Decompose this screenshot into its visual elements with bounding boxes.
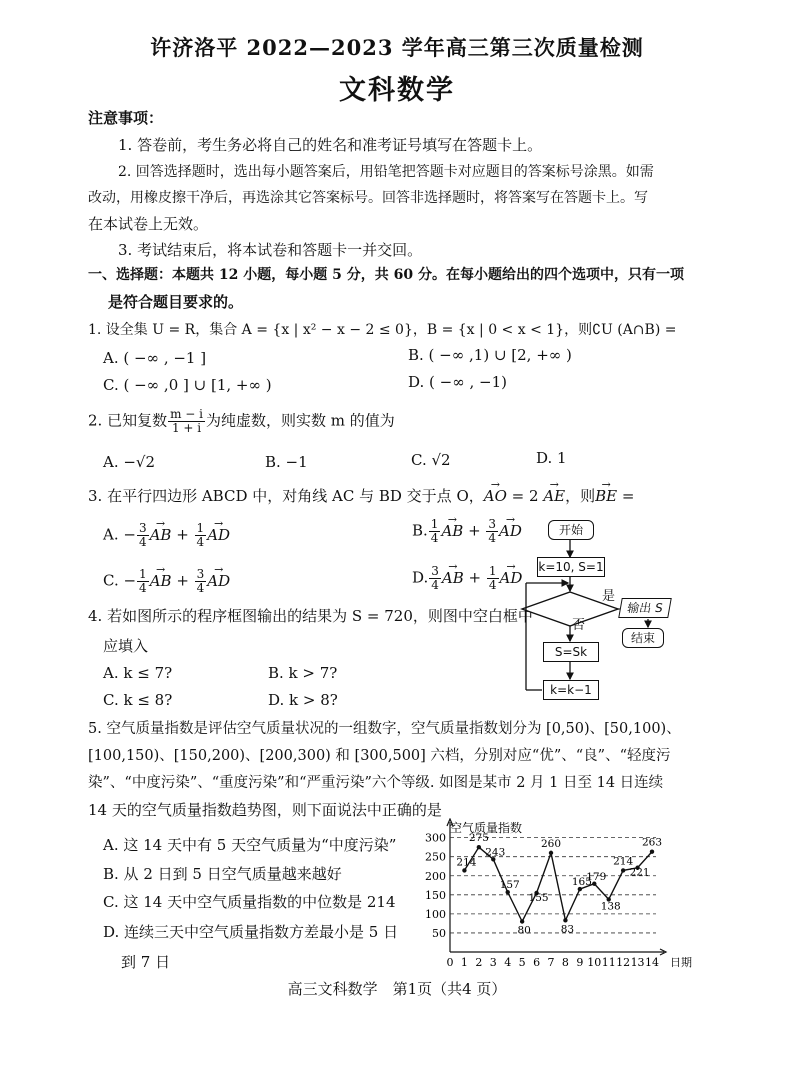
q3-d-label: D. — [412, 568, 429, 587]
q5-option-a: A. 这 14 天中有 5 天空气质量为“中度污染” — [103, 836, 397, 854]
frac-num: 1 — [139, 567, 147, 581]
data-label: 243 — [485, 846, 506, 859]
q2-option-b: B. −1 — [265, 453, 308, 471]
data-point — [549, 851, 553, 855]
x-tick-label: 1 — [460, 956, 468, 969]
x-tick-label: 11 — [601, 956, 616, 969]
q4-stem-line2: 应填入 — [103, 637, 149, 655]
data-label: 263 — [641, 836, 663, 849]
data-point — [650, 850, 654, 854]
frac-num: 1 — [196, 521, 205, 535]
vec-ab: → AB — [150, 525, 172, 545]
frac-num: 1 — [488, 564, 497, 578]
section1-heading: 一、选择题：本题共 12 小题，每小题 5 分，共 60 分。在每小题给出的四个选项中，只有一项 — [88, 267, 684, 283]
x-tick-label: 13 — [630, 956, 645, 969]
q2-stem-suffix: 为纯虚数，则实数 m 的值为 — [206, 411, 395, 430]
q5-option-d-line2: 到 7 日 — [121, 953, 171, 971]
q2-option-c: C. √2 — [411, 451, 451, 469]
frac-den: 4 — [430, 531, 439, 545]
frac-num: 1 — [430, 517, 439, 531]
aqi-line-chart — [412, 818, 692, 976]
q2-fraction — [168, 408, 205, 435]
q1-stem: 1. 设全集 U = R，集合 A = {x | x² − x − 2 ≤ 0}，B = {x | 0 < x < 1}，则∁U (A∩B) = — [88, 322, 677, 338]
frac-den: 4 — [431, 578, 439, 592]
data-point — [477, 845, 481, 849]
frac-den: 4 — [196, 581, 205, 595]
q3-stem — [88, 486, 634, 506]
x-axis-label: 日期 — [670, 956, 692, 969]
data-label: 155 — [528, 891, 549, 904]
vec-ab: → AB — [442, 568, 464, 588]
q3-a-frac1 — [137, 522, 149, 549]
q3-b-frac1 — [429, 518, 441, 545]
data-point — [621, 868, 625, 872]
vec-ad: → AD — [207, 525, 230, 545]
q3-option-b — [412, 518, 522, 545]
frac-num: 3 — [488, 517, 497, 531]
q5-option-b: B. 从 2 日到 5 日空气质量越来越好 — [103, 865, 342, 883]
q3-a-frac2 — [195, 522, 207, 549]
q5-stem-line2: [100,150)、[150,200)、[200,300) 和 [300,500] 六档，分别对应“优”、“良”、“轻度污 — [88, 748, 671, 764]
data-label: 83 — [560, 923, 575, 936]
frac-num: 3 — [138, 521, 147, 535]
q4-option-d: D. k > 8? — [268, 691, 338, 709]
data-label: 221 — [629, 866, 650, 879]
q5-stem-line1: 5. 空气质量指数是评估空气质量状况的一组数字，空气质量指数划分为 [0,50)、[50,100)、 — [88, 721, 681, 737]
q3-option-c — [103, 568, 230, 595]
data-label: 260 — [540, 837, 562, 850]
x-tick-label: 7 — [547, 956, 555, 969]
flow-yes-label: 是 — [602, 589, 616, 604]
q3-mid: ，则 — [565, 487, 596, 505]
q3-option-d — [412, 565, 522, 592]
q2-stem-prefix: 2. 已知复数 — [88, 411, 168, 430]
data-label: 157 — [499, 879, 520, 892]
data-label: 138 — [600, 900, 621, 913]
notice-heading: 注意事项： — [88, 109, 164, 127]
q2-option-d: D. 1 — [536, 449, 567, 467]
frac-den: 4 — [138, 535, 147, 549]
y-tick-label: 300 — [425, 831, 446, 845]
q4-option-a: A. k ≤ 7? — [103, 664, 173, 682]
q3-b-label: B. — [412, 521, 428, 540]
vec-ab: → AB — [441, 521, 463, 541]
x-tick-label: 8 — [561, 956, 569, 969]
q3-vec-be: → BE — [595, 486, 617, 506]
data-point — [462, 868, 466, 872]
x-tick-label: 4 — [504, 956, 512, 969]
notice-item-2-line3: 在本试卷上无效。 — [88, 215, 209, 233]
vec-ad: → AD — [500, 568, 523, 588]
q3-end: = — [617, 487, 635, 505]
y-axis-label: 空气质量指数 — [450, 821, 523, 835]
q5-option-d: D. 连续三天中空气质量指数方差最小是 5 日 — [103, 923, 399, 941]
plus: + — [463, 521, 486, 540]
q3-eq: = 2 — [506, 487, 544, 505]
y-tick-label: 150 — [425, 888, 446, 902]
q5-stem-line3: 染”、“中度污染”、“重度污染”和“严重污染”六个等级. 如图是某市 2 月 1 日至 14 日连续 — [88, 775, 664, 791]
q3-a-label: A. − — [103, 525, 136, 544]
frac-den: 4 — [196, 535, 205, 549]
data-label: 80 — [517, 924, 531, 937]
x-tick-label: 0 — [446, 956, 454, 969]
q4-stem: 4. 若如图所示的程序框图输出的结果为 S = 720，则图中空白框中 — [88, 607, 533, 625]
data-label: 214 — [613, 855, 634, 868]
y-tick-label: 100 — [425, 907, 446, 921]
q3-d-frac2 — [487, 565, 499, 592]
q1-option-a: A. ( −∞ , −1 ] — [103, 349, 207, 367]
x-tick-label: 14 — [645, 956, 659, 969]
flow-output: 输出 S — [618, 598, 672, 618]
frac-num: 3 — [431, 564, 439, 578]
flow-multiply: S=Sk — [543, 642, 599, 662]
plus: + — [171, 571, 194, 590]
section1-heading-line2: 是符合题目要求的。 — [108, 293, 244, 311]
plus: + — [463, 568, 486, 587]
data-label: 179 — [586, 870, 607, 883]
data-point — [563, 918, 567, 922]
q3-c-label: C. − — [103, 571, 137, 590]
q3-stem-prefix: 3. 在平行四边形 ABCD 中，对角线 AC 与 BD 交于点 O， — [88, 487, 484, 505]
flow-decrement: k=k−1 — [543, 680, 599, 700]
data-label: 275 — [468, 832, 489, 845]
notice-item-2-line1: 2. 回答选择题时，选出每小题答案后，用铅笔把答题卡对应题目的答案标号涂黑。如需 — [118, 164, 654, 180]
flow-no-label: 否 — [572, 618, 586, 633]
x-tick-label: 3 — [489, 956, 497, 969]
notice-item-3: 3. 考试结束后，将本试卷和答题卡一并交回。 — [118, 241, 423, 259]
data-point — [520, 919, 524, 923]
q3-vec-ao: → AO — [484, 486, 507, 506]
q3-b-frac2 — [486, 518, 498, 545]
vec-ad: → AD — [499, 521, 522, 541]
q2-option-a: A. −√2 — [103, 453, 156, 471]
notice-item-1: 1. 答卷前，考生务必将自己的姓名和准考证号填写在答题卡上。 — [118, 136, 543, 154]
data-label: 165 — [571, 876, 592, 889]
frac-den: 4 — [139, 581, 147, 595]
q3-option-a — [103, 522, 230, 549]
q3-c-frac1 — [137, 568, 149, 595]
q2-stem — [88, 408, 395, 435]
x-tick-label: 9 — [576, 956, 584, 969]
frac-den: 4 — [488, 578, 497, 592]
data-label: 214 — [456, 856, 477, 869]
q1-option-c: C. ( −∞ ,0 ] ∪ [1, +∞ ) — [103, 376, 272, 394]
x-tick-label: 6 — [533, 956, 541, 969]
x-tick-label: 2 — [475, 956, 483, 969]
q3-d-frac1 — [429, 565, 441, 592]
y-tick-label: 50 — [432, 926, 446, 940]
vec-ab: → AB — [150, 571, 172, 591]
q4-option-c: C. k ≤ 8? — [103, 691, 173, 709]
x-tick-label: 10 — [587, 956, 602, 969]
q2-frac-den: 1 + i — [171, 421, 202, 435]
q3-vec-ae: → AE — [543, 486, 565, 506]
frac-den: 4 — [488, 531, 497, 545]
notice-item-2-line2: 改动，用橡皮擦干净后，再选涂其它答案标号。回答非选择题时，将答案写在答题卡上。写 — [88, 190, 648, 206]
y-tick-label: 200 — [425, 869, 446, 883]
q4-option-b: B. k > 7? — [268, 664, 338, 682]
q5-option-c: C. 这 14 天中空气质量指数的中位数是 214 — [103, 893, 396, 911]
frac-num: 3 — [196, 567, 205, 581]
exam-title: 许济洛平 2022—2023 学年高三第三次质量检测 — [150, 35, 644, 60]
q3-c-frac2 — [195, 568, 207, 595]
flow-init: k=10, S=1 — [537, 557, 605, 577]
flow-start: 开始 — [548, 520, 594, 540]
subject-title: 文科数学 — [339, 75, 455, 106]
plus: + — [171, 525, 194, 544]
q1-option-b: B. ( −∞ ,1) ∪ [2, +∞ ) — [408, 346, 572, 364]
page-footer: 高三文科数学 第1页（共4 页） — [287, 980, 507, 998]
q1-option-d: D. ( −∞ , −1) — [408, 373, 507, 391]
y-tick-label: 250 — [425, 850, 446, 864]
x-tick-label: 12 — [616, 956, 631, 969]
vec-ad: → AD — [207, 571, 230, 591]
flow-end: 结束 — [622, 628, 664, 648]
q5-stem-line4: 14 天的空气质量指数趋势图，则下面说法中正确的是 — [88, 801, 442, 819]
q2-frac-num: m − i — [170, 407, 203, 421]
x-tick-label: 5 — [518, 956, 526, 969]
